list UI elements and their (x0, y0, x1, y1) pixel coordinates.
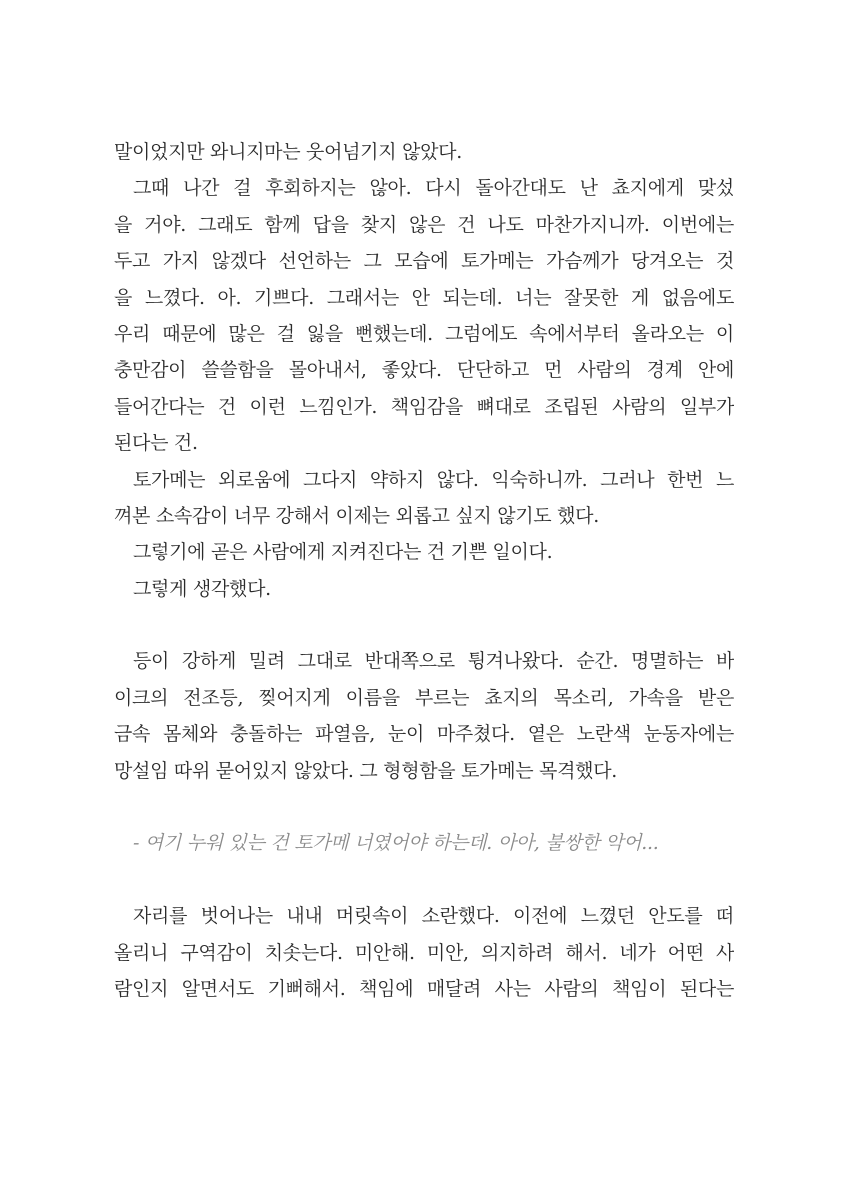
blank-line (114, 862, 734, 898)
text-line: 말이었지만 와니지마는 웃어넘기지 않았다. (114, 141, 462, 163)
text-line: 람인지 알면서도 기뻐해서. 책임에 매달려 사는 사람의 책임이 된다는 (114, 977, 734, 1000)
text-line: 올리니 구역감이 치솟는다. 미안해. 미안, 의지하려 해서. 네가 어떤 사 (114, 941, 734, 964)
text-line: 두고 가지 않겠다 선언하는 그 모습에 토가메는 가슴께가 당겨오는 것 (114, 250, 734, 273)
text-line: 금속 몸체와 충돌하는 파열음, 눈이 마주쳤다. 옅은 노란색 눈동자에는 (114, 723, 734, 746)
body-text (114, 134, 734, 1007)
blank-line (114, 789, 734, 825)
blank-line (114, 607, 734, 643)
text-line: 망설임 따위 묻어있지 않았다. 그 형형함을 토가메는 목격했다. (114, 759, 618, 782)
text-line: 그렇게 생각했다. (133, 577, 271, 600)
text-line: 들어간다는 건 이런 느낌인가. 책임감을 뼈대로 조립된 사람의 일부가 (114, 395, 734, 418)
text-line: 우리 때문에 많은 걸 잃을 뻔했는데. 그럼에도 속에서부터 올라오는 이 (114, 322, 734, 345)
text-line: 을 느꼈다. 아. 기쁘다. 그래서는 안 되는데. 너는 잘못한 게 없음에도 (114, 286, 734, 309)
text-line: 그때 나간 걸 후회하지는 않아. 다시 돌아간대도 난 쵸지에게 맞섰 (133, 177, 734, 200)
text-line: 등이 강하게 밀려 그대로 반대쪽으로 튕겨나왔다. 순간. 명멸하는 바 (133, 650, 734, 673)
quoted-line: - 여기 누워 있는 건 토가메 너였어야 하는데. 아아, 불쌍한 악어... (133, 832, 659, 855)
text-line: 을 거야. 그래도 함께 답을 찾지 않은 건 나도 마찬가지니까. 이번에는 (114, 213, 734, 236)
text-line: 된다는 건. (114, 432, 198, 455)
text-line: 충만감이 쓸쓸함을 몰아내서, 좋았다. 단단하고 먼 사람의 경계 안에 (114, 359, 734, 382)
text-line: 껴본 소속감이 너무 강해서 이제는 외롭고 싶지 않기도 했다. (114, 504, 599, 527)
text-line: 토가메는 외로움에 그다지 약하지 않다. 익숙하니까. 그러나 한번 느 (133, 468, 734, 491)
text-line: 자리를 벗어나는 내내 머릿속이 소란했다. 이전에 느꼈던 안도를 떠 (133, 905, 734, 928)
text-line: 이크의 전조등, 찢어지게 이름을 부르는 쵸지의 목소리, 가속을 받은 (114, 686, 734, 709)
text-line: 그렇기에 곧은 사람에게 지켜진다는 건 기쁜 일이다. (133, 541, 553, 564)
